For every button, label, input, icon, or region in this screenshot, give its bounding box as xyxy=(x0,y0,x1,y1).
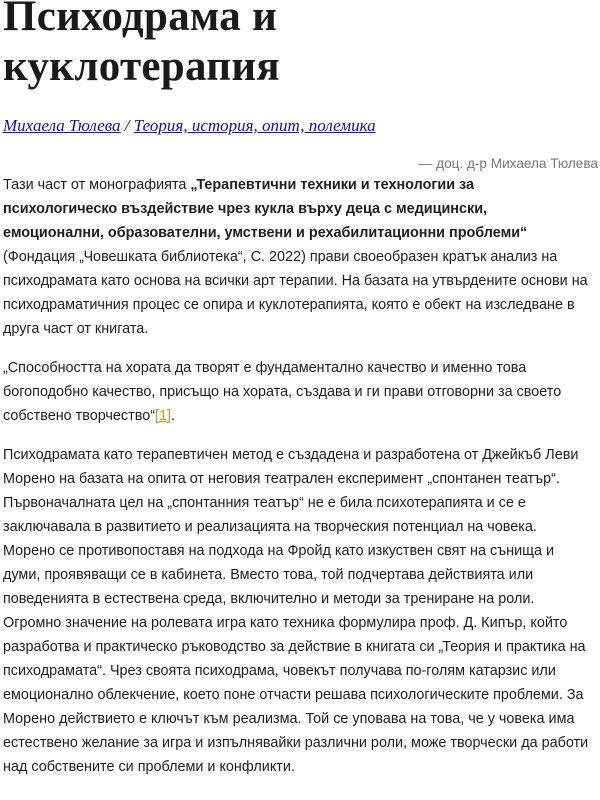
footnote-link[interactable]: [1] xyxy=(155,408,171,424)
title-line-1: Психодрама и xyxy=(3,0,278,40)
intro-lead: Тази част от монографията xyxy=(3,177,191,193)
quote-text: „Способността на хората да творят е фундаментално качество и именно това богоподобно качество, присъщо на хората, създава и ги прави отговорни за своето собствено творчество“ xyxy=(3,360,562,424)
byline xyxy=(3,116,590,136)
author-attribution: — доц. д-р Михаела Тюлева xyxy=(418,156,598,171)
author-link[interactable]: Михаела Тюлева xyxy=(3,116,121,135)
byline-separator: / xyxy=(120,116,134,135)
page-title xyxy=(3,0,590,92)
category-link[interactable]: Теория, история, опит, полемика xyxy=(133,116,376,135)
paragraph-psychodrama: Психодрамата като терапевтичен метод е създадена и разработена от Джейкъб Леви Морено на базата на опита от неговия театрален експеримент „спонтанен театър“. Първоначалната цел на „спонтанния театър“ не е била психотерапията и се е заключавала в развитието и реализацията на творческия потенциал на човека. Морено се противопоставя на подхода на Фройд като изкуствен свят на сънища и думи, проявяващи се в кабинета. Вместо това, той подчертава действията или поведенията в естествена среда, включително и методи за трениране на роли. Огромно значение на ролевата игра като техника формулира проф. Д. Кипър, който разработва и практическо ръководство за действие в книгата си „Теория и практика на психодрамата“. Чрез своята психодрама, човекът получава по-голям катарзис или емоционално облекчение, което поне отчасти решава психологическите проблеми. За Морено действието е ключът към реализма. Той се уповава на това, че у човека има естествено желание за игра и изпълнявайки различни роли, може творчески да работи над собствените си проблеми и конфликти. xyxy=(3,447,589,775)
quote-end: . xyxy=(171,408,175,424)
book-title: „Терапевтични техники и технологии за психологическо въздействие чрез кукла върху деца с медицински, емоционални, образователни, умствени и рехабилитационни проблеми“ xyxy=(3,177,528,241)
paragraph-intro xyxy=(3,173,590,341)
paragraph-quote xyxy=(3,356,590,428)
intro-rest: (Фондация „Човешката библиотека“, С. 2022) прави своеобразен кратък анализ на психодрамата като основа на всички арт терапии. На базата на утвърдените основи на психодраматичния процес се опира и куклотерапията, която е обект на изследване в друга част от книгата. xyxy=(3,249,588,337)
title-line-2: куклотерапия xyxy=(3,43,280,90)
